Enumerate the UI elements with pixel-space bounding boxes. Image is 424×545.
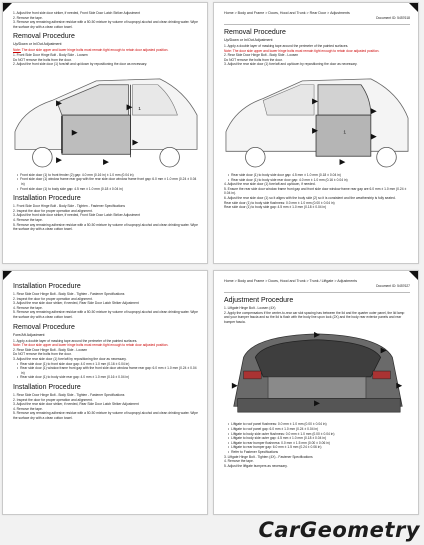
document-id: Document ID: 5457618 [376,16,410,20]
step: 4. Remove the tape. [224,459,254,464]
spec-item: • Liftgate to roof panel flushness: 0.0 mm ± 1.0 mm (0.00 ± 0.04 in) [224,422,410,427]
step: 1. Rear Side Door Hinge Bolt - Body Side - Tighten - Fastener Specifications [13,392,125,397]
front-door-figure [13,70,199,170]
spec-item: • Liftgate to body side outer gap: 4.5 mm ± 1.0 mm (0.18 ± 0.04 in) [224,436,410,441]
step: 4. Remove the tape. [13,305,43,310]
step-list [13,339,199,362]
step: Do NOT remove the bolts from the door. [224,57,283,62]
step: 4. Adjust the rear side door (1) fore/aft and up/down, if needed. [224,182,316,187]
spec-item: • Rear side door (1) to front side door gap: 4.0 mm ± 1.0 mm (0.16 ± 0.04 in) [13,362,199,367]
step: 5. Ensure the rear side door window frame front gap and front side door window frame rear gap are 6.0 mm ± 1.0 mm (0.24 ± 0.04 in). [224,186,407,196]
manual-page-2 [213,2,419,264]
manual-page-1 [2,2,208,264]
step: 3. Adjust the rear side door striker, if needed, Rear Side Door Latch Striker Adjustment [13,402,139,407]
step: 1. Rear Side Door Hinge Bolt - Body Side - Tighten - Fastener Specifications [13,292,125,296]
section-heading: Removal Procedure [13,33,75,41]
step: Do NOT remove the bolts from the door. [13,57,72,62]
liftgate-figure [224,327,410,419]
section-heading: Removal Procedure [13,323,75,331]
step: 1. Adjust the front side door striker, if needed, Front Side Door Latch Striker Adjustment [13,11,140,15]
step: 1. Apply a double layer of masking tape around the perimeter of the painted surfaces. [13,338,138,343]
page-corner-mark [3,3,12,12]
step-list [13,53,199,67]
section-heading: Installation Procedure [13,383,81,391]
page-corner-mark [409,3,418,12]
step: 3. Liftgate Hinge Bolt - Tighten (4X) - Fastener Specifications [224,454,313,459]
divider [224,292,410,293]
step: 5. Adjust the liftgate bumpers as necessary. [224,463,288,468]
divider [224,24,410,25]
sub-heading: Up/Down or In/Out Adjustment [224,38,273,42]
step-list [224,306,410,324]
step: 4. Remove the tape. [13,406,43,411]
step: Rear side door (1) to body side gap: 4.5 mm ± 1.0 mm (0.18 ± 0.04 in) [224,205,327,210]
svg-text:1: 1 [138,106,142,112]
step: 1. Apply a double layer of masking tape around the perimeter of the painted surfaces. [224,44,349,48]
spec-item: • Refer to Fastener Specifications [224,450,410,455]
section-heading: Installation Procedure [13,195,81,203]
step: 2. Inspect the door for proper operation and alignment. [13,397,93,402]
step-list [13,393,199,421]
manual-page-4 [213,270,419,515]
step: 5. Remove any remaining adhesive residue with a 50-50 mixture by volume of isopropyl alcohol and clean drinking water. Wipe the surface dry with a clean cotton towel. [13,222,198,232]
step: 5. Remove any remaining adhesive residue with a 50-50 mixture by volume of isopropyl alcohol and clean drinking water. Wipe the surface dry with a clean cotton towel. [13,310,198,319]
step: 1. Front Side Door Hinge Bolt - Body Side - Tighten - Fastener Specifications [13,204,125,209]
page-corner-mark [409,271,418,280]
step: Rear side door (1) to body side flushness: 0.0 mm ± 1.0 mm (0.00 ± 0.04 in) [224,200,335,205]
spec-item: • Liftgate to roof panel gap: 6.0 mm ± 1.0 mm (0.24 ± 0.04 in) [224,427,410,432]
car-side-illustration [13,70,199,170]
spec-item: • Rear side door (1) to body side rear gap: 4.0 mm ± 1.0 mm (0.16 ± 0.04 in) [13,375,199,380]
step: 3. Remove any remaining adhesive residue with a 50-50 mixture by volume of isopropyl alcohol and clean drinking water. Wipe the surface dry with a clean cotton towel. [13,20,198,29]
step: 2. Inspect the door for proper operation and alignment. [13,296,93,301]
step: Note: The door side upper and lower hinge bolts must remain tight enough to retain door adjusted position. [13,343,169,348]
spec-item: • Front side door (1) window frame rear gap with the rear side door window frame front gap: 6.0 mm ± 1.0 mm (0.24 ± 0.04 in) [13,177,199,186]
step-list [224,455,410,469]
sub-heading: Fore/Aft Adjustment [13,332,45,337]
step: 2. Rear Side Door Hinge Bolt - Body Side - Loosen [13,347,88,352]
spec-item: • Rear side door (1) window frame front gap with the front side door window frame rear gap: 6.0 mm ± 1.0 mm (0.24 ± 0.04 in) [13,366,199,375]
step: 6. Adjust the rear side door (1) so it aligns with the body side (2) so it is consistent and the weatherstrip is fully seated. [224,195,396,200]
spec-item: • Front side door (1) to body side gap: 4.5 mm ± 1.0 mm (0.18 ± 0.04 in) [13,187,199,192]
spec-item: • Rear side door (1) to body side door gap: 4.5 mm ± 1.0 mm (0.18 ± 0.04 in) [224,173,410,178]
step: 1. Front Side Door Hinge Bolt - Body Side - Loosen [13,52,88,57]
step-list [13,11,199,29]
section-heading: Removal Procedure [224,29,286,36]
step: 3. Adjust the rear side door (1) fore/aft and up/down by repositioning the door as necessary. [224,62,358,67]
step: 4. Remove the tape. [13,217,43,222]
spec-item: • Rear side door (1) to body side rear door gap: 4.0 mm ± 1.0 mm (0.16 ± 0.04 in) [224,178,410,183]
step: 3. Adjust the front side door striker, if needed, Front Side Door Latch Striker Adjustment [13,213,140,218]
car-rear-illustration [224,327,410,419]
step-list [224,44,410,67]
svg-text:1: 1 [343,130,347,136]
step: 2. Remove the tape. [13,15,43,20]
step: 5. Remove any remaining adhesive residue with a 50-50 mixture by volume of isopropyl alcohol and clean drinking water. Wipe the surface dry with a clean cotton towel. [13,411,198,420]
manual-page-3 [2,270,208,515]
step: 2. Apply the compensators if the center-to-rear car slot spacing has between the lid and the quarter outer panel, the lid lamp and your bumper fascia and so the lid is flush with the body line upon lock (2X) and the body rear exterior panels and rear bumper fascia. [224,310,405,324]
rear-door-figure [224,70,410,170]
note-label: Note: [13,48,21,53]
car-side-illustration [224,70,410,170]
spec-item: • Liftgate to rear bumper flushness: 0.0 mm ± 1.5 mm (0.00 ± 0.06 in) [224,441,410,446]
step: 2. Rear Side Door Hinge Bolt - Body Side - Loosen [224,53,299,58]
step: 3. Adjust the rear side door striker, if needed, Rear Side Door Latch Striker Adjustment [13,301,139,306]
spec-item: • Front side door (1) to front fender (2) gap: 4.0 mm (0.16 in) ± 1.0 mm (0.04 in) [13,173,199,178]
note-text: The door side upper and lower hinge bolts must remain tight enough to retain door adjusted position. [21,48,169,53]
breadcrumb: Home > Body and Frame > Doors, Hood and Trunk > Rear Door > Adjustments [224,11,350,15]
step-list [13,204,199,232]
breadcrumb: Home > Body and Frame > Doors, Hood and Trunk > Trunk / Liftgate > Adjustments [224,279,358,283]
step: 2. Inspect the door for proper operation and alignment. [13,208,93,213]
step: 2. Adjust the front side door (1) fore/aft and up/down by repositioning the door as necessary. [13,62,148,67]
document-id: Document ID: 5457627 [376,284,410,288]
spec-item: • Liftgate to rear bumper gap: 6.0 mm ± 1.5 mm (0.24 ± 0.06 in) [224,445,410,450]
page-corner-mark [3,271,12,280]
sub-heading: Up/Down or In/Out Adjustment [13,42,62,47]
step: 1. Liftgate Hinge Bolt - Loosen (4X) [224,306,276,310]
section-heading: Adjustment Procedure [224,297,294,304]
step-list [13,292,199,320]
step: Do NOT remove the bolts from the door. [13,352,72,357]
step: 3. Adjust the rear side door (1) fore/aft by repositioning the door as necessary. [13,356,127,361]
step-list [224,182,410,210]
section-heading: Installation Procedure [13,283,81,290]
spec-item: • Liftgate to body side outer flushness: 0.0 mm ± 1.0 mm (0.00 ± 0.04 in) [224,432,410,437]
step: Note: The door side upper and lower hinge bolts must remain tight enough to retain door adjusted position. [224,48,380,53]
watermark-logo: CarGeometry [258,518,420,542]
